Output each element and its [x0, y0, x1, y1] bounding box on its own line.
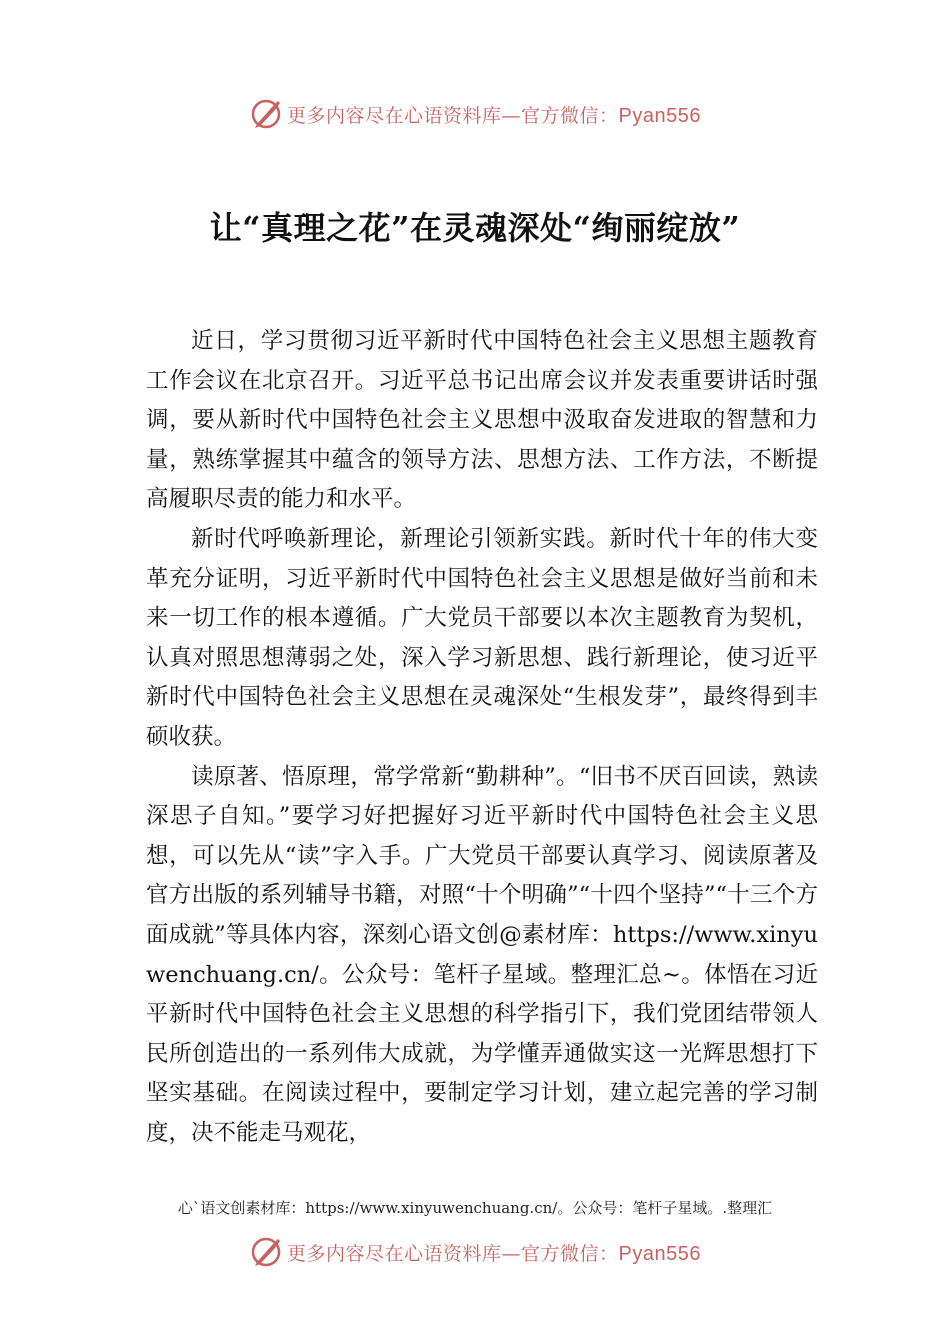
- paragraph: 读原著、悟原理，常学常新“勤耕种”。“旧书不厌百回读，熟读深思子自知。”要学习好把握好习近平新时代中国特色社会主义思想，可以先从“读”字入手。广大党员干部要认真学习、阅读原著及官方出版的系列辅导书籍，对照“十个明确”“十四个坚持”“十三个方面成就”等具体内容，深刻心语文创@素材库：https://www.xinyuwenchuang.cn/。公众号：笔杆子星域。整理汇总~。体悟在习近平新时代中国特色社会主义思想的科学指引下，我们党团结带领人民所创造出的一系列伟大成就，为学懂弄通做实这一光辉思想打下坚实基础。在阅读过程中，要制定学习计划，建立起完善的学习制度，决不能走马观花，: [146, 763, 818, 1146]
- wechat-id: Pyan556: [618, 104, 701, 127]
- footer-note: 心`语文创素材库：https://www.xinyuwenchuang.cn/。公众号：笔杆子星域。.整理汇: [177, 1199, 773, 1217]
- wechat-id: Pyan556: [618, 1242, 701, 1265]
- header-banner: [0, 94, 950, 134]
- paragraph: 新时代呼唤新理论，新理论引领新实践。新时代十年的伟大变革充分证明，习近平新时代中国特色社会主义思想是做好当前和未来一切工作的根本遵循。广大党员干部要以本次主题教育为契机，认真对照思想薄弱之处，深入学习新思想、践行新理论，使习近平新时代中国特色社会主义思想在灵魂深处“生根发芽”，最终得到丰硕收获。: [146, 525, 818, 750]
- banner-label: 更多内容尽在心语资料库—官方微信：: [287, 104, 619, 127]
- pen-logo-icon: [249, 97, 283, 131]
- footer-banner: [0, 1232, 950, 1272]
- pen-logo-icon: [249, 1235, 283, 1269]
- banner-label: 更多内容尽在心语资料库—官方微信：: [287, 1242, 619, 1265]
- paragraph: 近日，学习贯彻习近平新时代中国特色社会主义思想主题教育工作会议在北京召开。习近平总书记出席会议并发表重要讲话时强调，要从新时代中国特色社会主义思想中汲取奋发进取的智慧和力量，熟练掌握其中蕴含的领导方法、思想方法、工作方法，不断提高履职尽责的能力和水平。: [146, 328, 818, 513]
- page-title: 让“真理之花”在灵魂深处“绚丽绽放”: [209, 209, 741, 247]
- article-body: [146, 322, 818, 1153]
